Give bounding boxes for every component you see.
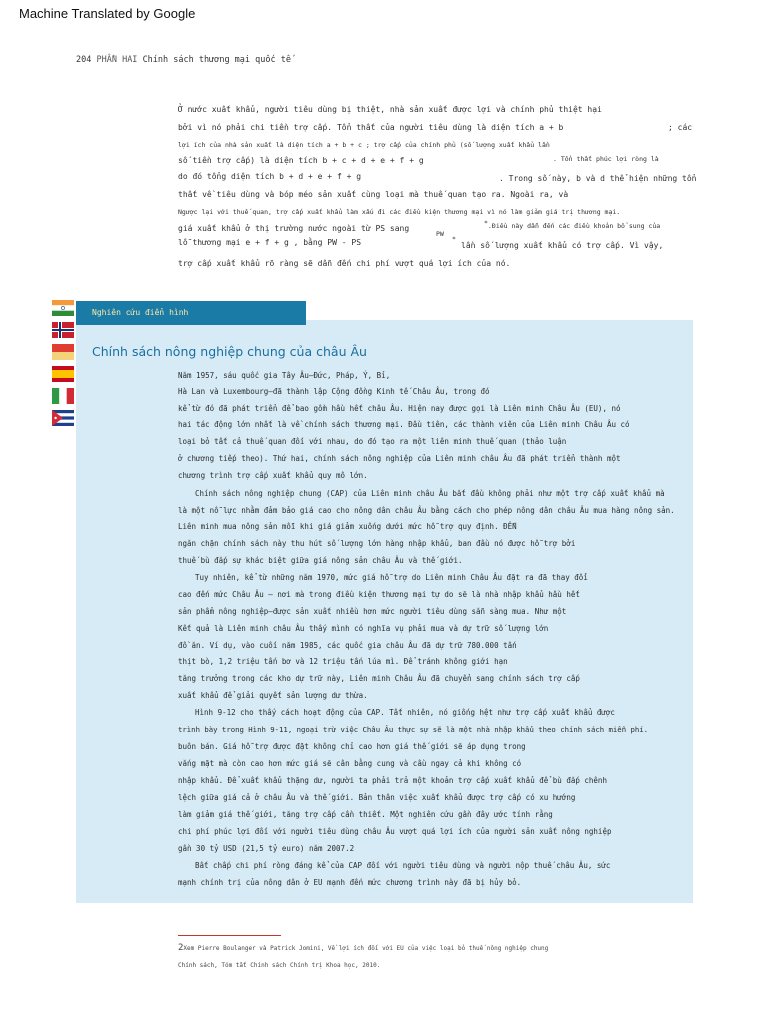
page-number: 204: [76, 55, 92, 65]
text-line: *: [484, 219, 488, 227]
text-line: gần 30 tỷ USD (21,5 tỷ euro) năm 2007.2: [178, 844, 355, 853]
text-line: ; các: [668, 123, 693, 132]
text-line: thất về tiêu dùng và bóp méo sản xuất cùng loại mà thuế quan tạo ra. Ngoài ra, và: [178, 190, 569, 199]
text-line: là một nỗ lực nhằm đảm bảo giá cao cho nông dân châu Âu bằng cách cho phép nông dân châu Âu mua hàng nông sản.: [178, 506, 675, 515]
italy-flag-icon: [52, 388, 74, 404]
norway-flag-icon: [52, 322, 74, 338]
text-line: Năm 1957, sáu quốc gia Tây Âu—Đức, Pháp, Ý, Bỉ,: [178, 371, 391, 380]
text-line: chi phí phúc lợi đối với người tiêu dùng châu Âu vượt quá lợi ích của người sản xuất nông nghiệp: [178, 827, 612, 836]
text-line: chương trình trợ cấp xuất khẩu quy mô lớn.: [178, 471, 368, 480]
running-header: [76, 55, 291, 65]
text-line: vắng mặt mà còn cao hơn mức giá sẽ cân bằng cung và cầu ngay cả khi không có: [178, 759, 522, 768]
text-line: bởi vì nó phải chi tiền trợ cấp. Tổn thất của người tiêu dùng là diện tích a + b: [178, 123, 564, 132]
text-line: . Trong số này, b và d thể hiện những tổn: [499, 174, 697, 183]
text-line: nhập khẩu. Để xuất khẩu thặng dư, người ta phải trả một khoản trợ cấp xuất khẩu để bù đắp chênh: [178, 776, 607, 785]
text-line: cao đến mức Châu Âu – nơi mà trong điều kiện thương mại tự do sẽ là nhà nhập khẩu hầu hết: [178, 590, 580, 599]
text-line: *: [452, 235, 456, 243]
text-line: trợ cấp xuất khẩu rõ ràng sẽ dẫn đến chi phí vượt quá lợi ích của nó.: [178, 259, 511, 268]
text-line: lần số lượng xuất khẩu có trợ cấp. Vì vậy,: [461, 241, 664, 250]
flags-column: [52, 300, 74, 432]
text-line: ngăn chặn chính sách này thu hút số lượng lớn hàng nhập khẩu, ban đầu nó được hỗ trợ bởi: [178, 539, 576, 548]
text-line: hai tác động lớn nhất là về chính sách thương mại. Đầu tiên, các thành viên của Liên minh Châu Âu có: [178, 420, 630, 429]
text-line: thịt bò, 1,2 triệu tấn bơ và 12 triệu tấn lúa mì. Để tránh không giới hạn: [178, 657, 508, 666]
footnote-number: 2: [178, 943, 184, 953]
case-study-title: Chính sách nông nghiệp chung của châu Âu: [92, 344, 367, 359]
text-line: .Điều này dẫn đến các điều khoản bổ sung của: [488, 222, 661, 230]
text-line: do đó tổng diện tích b + d + e + f + g: [178, 172, 362, 181]
case-study-tab: Nghiên cứu điển hình: [76, 301, 306, 325]
text-line: buôn bán. Giá hỗ trợ được đặt không chỉ cao hơn giá thế giới sẽ áp dụng trong: [178, 742, 526, 751]
chapter-title: Chính sách thương mại quốc tế: [142, 55, 291, 65]
text-line: kể từ đó đã phát triển để bao gồm hầu hết châu Âu. Hiện nay được gọi là Liên minh Châu Âu (EU), nó: [178, 404, 621, 413]
text-line: xuất khẩu để giải quyết sản lượng dư thừa.: [178, 691, 368, 700]
text-line: đồ ăn. Ví dụ, vào cuối năm 1985, các quốc gia châu Âu đã dự trữ 780.000 tấn: [178, 641, 517, 650]
text-line: Bất chấp chi phí ròng đáng kể của CAP đối với người tiêu dùng và người nộp thuế châu Âu, sức: [195, 861, 611, 870]
text-line: lỗ thương mại e + f + g , bằng PW - PS: [178, 238, 362, 247]
text-line: mạnh chính trị của nông dân ở EU mạnh đến mức chương trình này đã bị hủy bỏ.: [178, 878, 522, 887]
text-line: lệch giữa giá cả ở châu Âu và thế giới. Bản thân việc xuất khẩu được trợ cấp có xu hướng: [178, 793, 576, 802]
text-line: giá xuất khẩu ở thị trường nước ngoài từ PS sang: [178, 224, 410, 233]
text-line: loại bỏ tất cả thuế quan đối với nhau, do đó tạo ra một liên minh thuế quan (thảo luận: [178, 437, 567, 446]
text-line: sản phẩm nông nghiệp—được sản xuất nhiều hơn mức người tiêu dùng sẵn sàng mua. Như một: [178, 607, 567, 616]
text-line: Tuy nhiên, kể từ những năm 1970, mức giá hỗ trợ do Liên minh Châu Âu đặt ra đã thay đổi: [195, 573, 588, 582]
text-line: lợi ích của nhà sản xuất là diện tích a + b + c ; trợ cấp của chính phủ (số lượng xuất khẩu lần: [178, 141, 550, 149]
footnote-text: Xem Pierre Boulanger và Patrick Jomini, Về lợi ích đối với EU của việc loại bỏ thuế nông nghiệp chung: [183, 945, 549, 952]
text-line: Liên minh mua nông sản mỗi khi giá giảm xuống dưới mức hỗ trợ quy định. ĐẾN: [178, 522, 517, 531]
text-line: tăng trưởng trong các kho dự trữ này, Liên minh Châu Âu đã chuyển sang chính sách trợ cấp: [178, 674, 580, 683]
red-white-flag-icon: [52, 344, 74, 360]
spain-flag-icon: [52, 366, 74, 382]
text-line: Ngược lại với thuế quan, trợ cấp xuất khẩu làm xấu đi các điều kiện thương mại vì nó làm giảm giá trị thương mại.: [178, 208, 621, 216]
text-line: trình bày trong Hình 9-11, ngoại trừ việc Châu Âu thực sự sẽ là một nhà nhập khẩu theo chính sách miễn phí.: [178, 725, 649, 734]
text-line: Kết quả là Liên minh châu Âu thấy mình có nghĩa vụ phải mua và dự trữ số lượng lớn: [178, 624, 549, 633]
footnote-divider: [178, 935, 281, 936]
text-line: Hình 9-12 cho thấy cách hoạt động của CAP. Tất nhiên, nó giống hệt như trợ cấp xuất khẩu được: [195, 708, 615, 717]
india-flag-icon: [52, 300, 74, 316]
text-line: ở chương tiếp theo). Thứ hai, chính sách nông nghiệp của Liên minh châu Âu đã phát triển thành một: [178, 454, 621, 463]
text-line: số tiền trợ cấp) là diện tích b + c + d + e + f + g: [178, 156, 424, 165]
footnote-line: [178, 943, 548, 953]
cuba-flag-icon: [52, 410, 74, 426]
text-line: làm giảm giá thế giới, tăng trợ cấp cần thiết. Một nghiên cứu gần đây ước tính rằng: [178, 810, 553, 819]
part-label: PHẦN HAI: [96, 55, 138, 65]
text-line: . Tổn thất phúc lợi ròng là: [553, 155, 659, 163]
text-line: Ở nước xuất khẩu, người tiêu dùng bị thiệt, nhà sản xuất được lợi và chính phủ thiệt hại: [178, 105, 602, 114]
footnote-line: Chính sách, Tóm tắt Chính sách Chính trị Khoa học, 2010.: [178, 962, 381, 969]
machine-translation-banner: Machine Translated by Google: [19, 6, 196, 21]
text-line: Chính sách nông nghiệp chung (CAP) của Liên minh châu Âu bắt đầu không phải như một trợ cấp xuất khẩu mà: [195, 489, 665, 498]
text-line: thuế bù đắp sự khác biệt giữa giá nông sản châu Âu và thế giới.: [178, 556, 463, 565]
text-line: Hà Lan và Luxembourg—đã thành lập Cộng đồng Kinh tế Châu Âu, trong đó: [178, 387, 490, 396]
text-line: PW: [436, 230, 444, 238]
